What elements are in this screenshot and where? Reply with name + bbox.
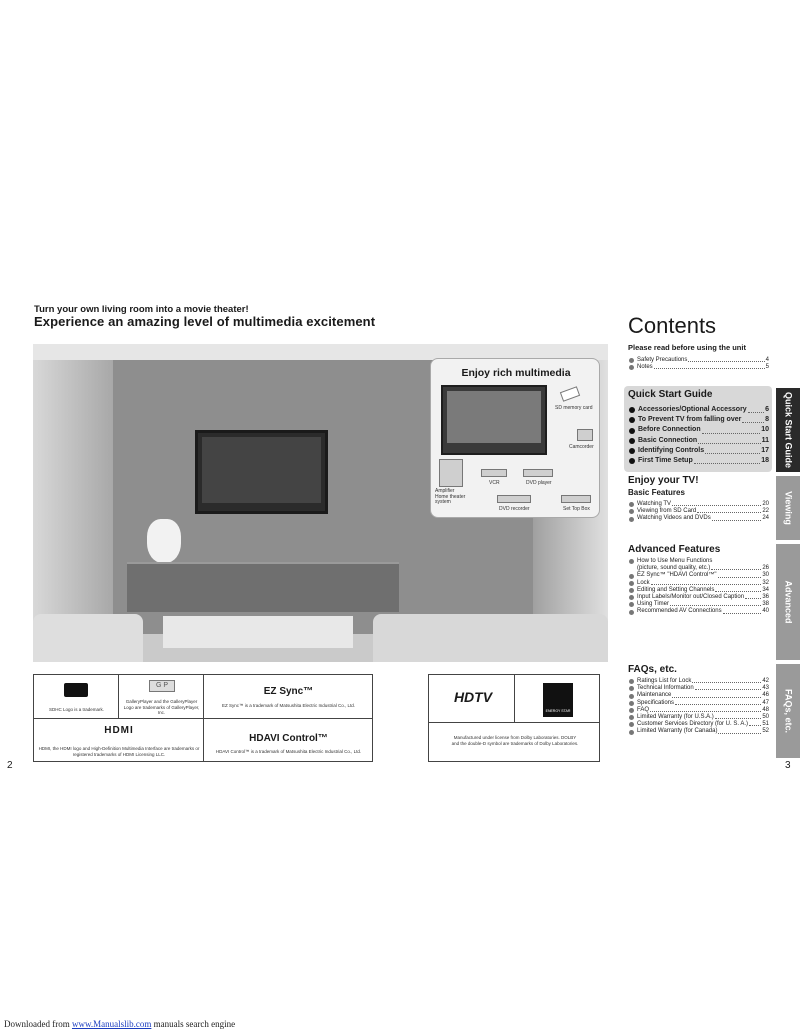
toc-item-prevent-falling[interactable]: To Prevent TV from falling over 8 xyxy=(629,415,769,425)
tab-advanced[interactable] xyxy=(776,544,800,660)
manualslib-link[interactable]: www.Manualslib.com xyxy=(71,1019,152,1029)
tab-quick-start[interactable] xyxy=(776,388,800,472)
gallery-player-logo: G P xyxy=(149,680,175,692)
toc-item-menu-functions[interactable]: How to Use Menu Functions xyxy=(629,558,769,565)
enjoy-title: Enjoy your TV! xyxy=(628,475,699,486)
basic-features-list xyxy=(629,501,769,523)
tab-viewing[interactable] xyxy=(776,476,800,540)
camcorder-label: Camcorder xyxy=(569,444,594,450)
ez-sync-cell xyxy=(204,675,373,719)
quick-start-title: Quick Start Guide xyxy=(628,389,713,400)
dvd-recorder-icon xyxy=(497,495,531,503)
toc-item-before-connection[interactable]: Before Connection 10 xyxy=(629,425,769,435)
quick-start-list xyxy=(629,405,769,466)
contents-title: Contents xyxy=(628,313,717,338)
toc-item-notes[interactable]: Notes 5 xyxy=(629,364,769,371)
toc-item-faq[interactable]: FAQ 48 xyxy=(629,707,769,714)
pre-items-list xyxy=(629,357,769,371)
vase-image xyxy=(147,519,181,563)
sd-card-icon xyxy=(560,386,580,402)
tab-faqs-label: FAQs, etc. xyxy=(783,688,794,734)
toc-item-specifications[interactable]: Specifications 47 xyxy=(629,700,769,707)
tag-line: Turn your own living room into a movie theater! xyxy=(34,304,249,315)
advanced-title: Advanced Features xyxy=(628,544,721,555)
toc-item-channels[interactable]: Editing and Setting Channels 34 xyxy=(629,587,769,594)
set-top-box-label: Set Top Box xyxy=(563,506,590,512)
tab-advanced-label: Advanced xyxy=(783,580,794,624)
hdtv-cell xyxy=(429,675,515,723)
multimedia-tv-illustration xyxy=(441,385,547,455)
amplifier-label: Amplifier Home theater system xyxy=(435,488,466,505)
sdhc-caption: SDHC Logo is a trademark. xyxy=(48,707,105,712)
toc-item-watching-tv[interactable]: Watching TV 20 xyxy=(629,501,769,508)
camcorder-icon xyxy=(577,429,593,441)
toc-item-basic-connection[interactable]: Basic Connection 11 xyxy=(629,436,769,446)
hdavi-cell xyxy=(204,719,373,762)
toc-item-ratings[interactable]: Ratings List for Lock 42 xyxy=(629,678,769,685)
amplifier-icon xyxy=(439,459,463,487)
toc-item-first-time-setup[interactable]: First Time Setup 18 xyxy=(629,456,769,466)
tab-faqs[interactable] xyxy=(776,664,800,758)
dvd-recorder-label: DVD recorder xyxy=(499,506,530,512)
sdhc-logo-icon xyxy=(64,683,88,697)
trademark-logos-right xyxy=(428,674,600,762)
tab-quick-start-label: Quick Start Guide xyxy=(783,391,794,469)
tv-cabinet-image xyxy=(127,562,399,612)
toc-item-warranty-usa[interactable]: Limited Warranty (for U.S.A.) 50 xyxy=(629,714,769,721)
headline: Experience an amazing level of multimedia excitement xyxy=(34,314,376,329)
trademark-logos-left xyxy=(33,674,373,762)
energy-star-logo xyxy=(543,683,573,717)
multimedia-title: Enjoy rich multimedia xyxy=(461,367,571,379)
coffee-table-image xyxy=(163,616,353,648)
ez-sync-title: EZ Sync™ xyxy=(263,686,314,697)
vcr-icon xyxy=(481,469,507,477)
toc-item-av-connections[interactable]: Recommended AV Connections 40 xyxy=(629,608,769,615)
page-number-left: 2 xyxy=(7,760,13,771)
faqs-list xyxy=(629,678,769,736)
sdhc-cell xyxy=(34,675,119,719)
toc-item-technical[interactable]: Technical Information 43 xyxy=(629,685,769,692)
multimedia-panel xyxy=(430,358,600,518)
wall-tv-image xyxy=(195,430,328,514)
footer-suffix: manuals search engine xyxy=(151,1019,236,1029)
ez-sync-caption: EZ Sync™ is a trademark of Matsushita Electric Industrial Co., Ltd. xyxy=(221,703,356,708)
toc-item-warranty-canada[interactable]: Limited Warranty (for Canada) 52 xyxy=(629,728,769,735)
toc-item-accessories[interactable]: Accessories/Optional Accessory 6 xyxy=(629,405,769,415)
toc-item-customer-services[interactable]: Customer Services Directory (for U. S. A.) 51 xyxy=(629,721,769,728)
dvd-player-icon xyxy=(523,469,553,477)
vcr-label: VCR xyxy=(489,480,500,486)
toc-item-ez-sync[interactable]: EZ Sync™ "HDAVI Control™" 30 xyxy=(629,572,769,579)
hdmi-logo: HDMI xyxy=(104,725,134,736)
toc-item-sd-card[interactable]: Viewing from SD Card 22 xyxy=(629,508,769,515)
advanced-list xyxy=(629,558,769,616)
basic-features-title: Basic Features xyxy=(628,488,685,497)
page-number-right: 3 xyxy=(785,760,791,771)
toc-item-lock[interactable]: Lock 32 xyxy=(629,580,769,587)
hdmi-caption: HDMI, the HDMI logo and High-Definition Multimedia Interface are trademarks or registered trademarks of HDMI Licensing LLC. xyxy=(38,746,200,757)
tab-viewing-label: Viewing xyxy=(783,491,794,525)
dolby-caption: Manufactured under license from Dolby Laboratories. DOLBY and the double-D symbol are trademarks of Dolby Laboratories. xyxy=(451,735,579,746)
sd-card-label: SD memory card xyxy=(555,405,593,411)
quick-start-box xyxy=(624,386,772,472)
footer-prefix: Downloaded from xyxy=(4,1019,72,1029)
toc-item-videos-dvds[interactable]: Watching Videos and DVDs 24 xyxy=(629,515,769,522)
gallery-player-caption: GalleryPlayer and the GalleryPlayer Logo are trademarks of GalleryPlayer, Inc. xyxy=(123,699,200,715)
hdavi-caption: HDAVI Control™ is a trademark of Matsushita Electric Industrial Co., Ltd. xyxy=(215,749,362,754)
hdavi-title: HDAVI Control™ xyxy=(249,733,328,744)
hdmi-cell xyxy=(34,719,204,762)
toc-item-safety[interactable]: Safety Precautions 4 xyxy=(629,357,769,364)
toc-item-timer[interactable]: Using Timer 38 xyxy=(629,601,769,608)
toc-item-input-labels[interactable]: Input Labels/Monitor out/Closed Caption 36 xyxy=(629,594,769,601)
toc-item-maintenance[interactable]: Maintenance 46 xyxy=(629,692,769,699)
read-before-heading: Please read before using the unit xyxy=(628,343,746,352)
hdtv-logo: HDTV xyxy=(453,689,493,705)
download-footer xyxy=(4,1019,235,1029)
dvd-player-label: DVD player xyxy=(526,480,552,486)
toc-item-identifying-controls[interactable]: Identifying Controls 17 xyxy=(629,446,769,456)
toc-item-picture-sound[interactable]: (picture, sound quality, etc.) 26 xyxy=(637,565,769,572)
gallery-player-cell xyxy=(119,675,204,719)
energy-star-cell xyxy=(515,675,600,723)
energy-star-label: ENERGY STAR xyxy=(545,709,571,713)
set-top-box-icon xyxy=(561,495,591,503)
faqs-title: FAQs, etc. xyxy=(628,664,677,675)
